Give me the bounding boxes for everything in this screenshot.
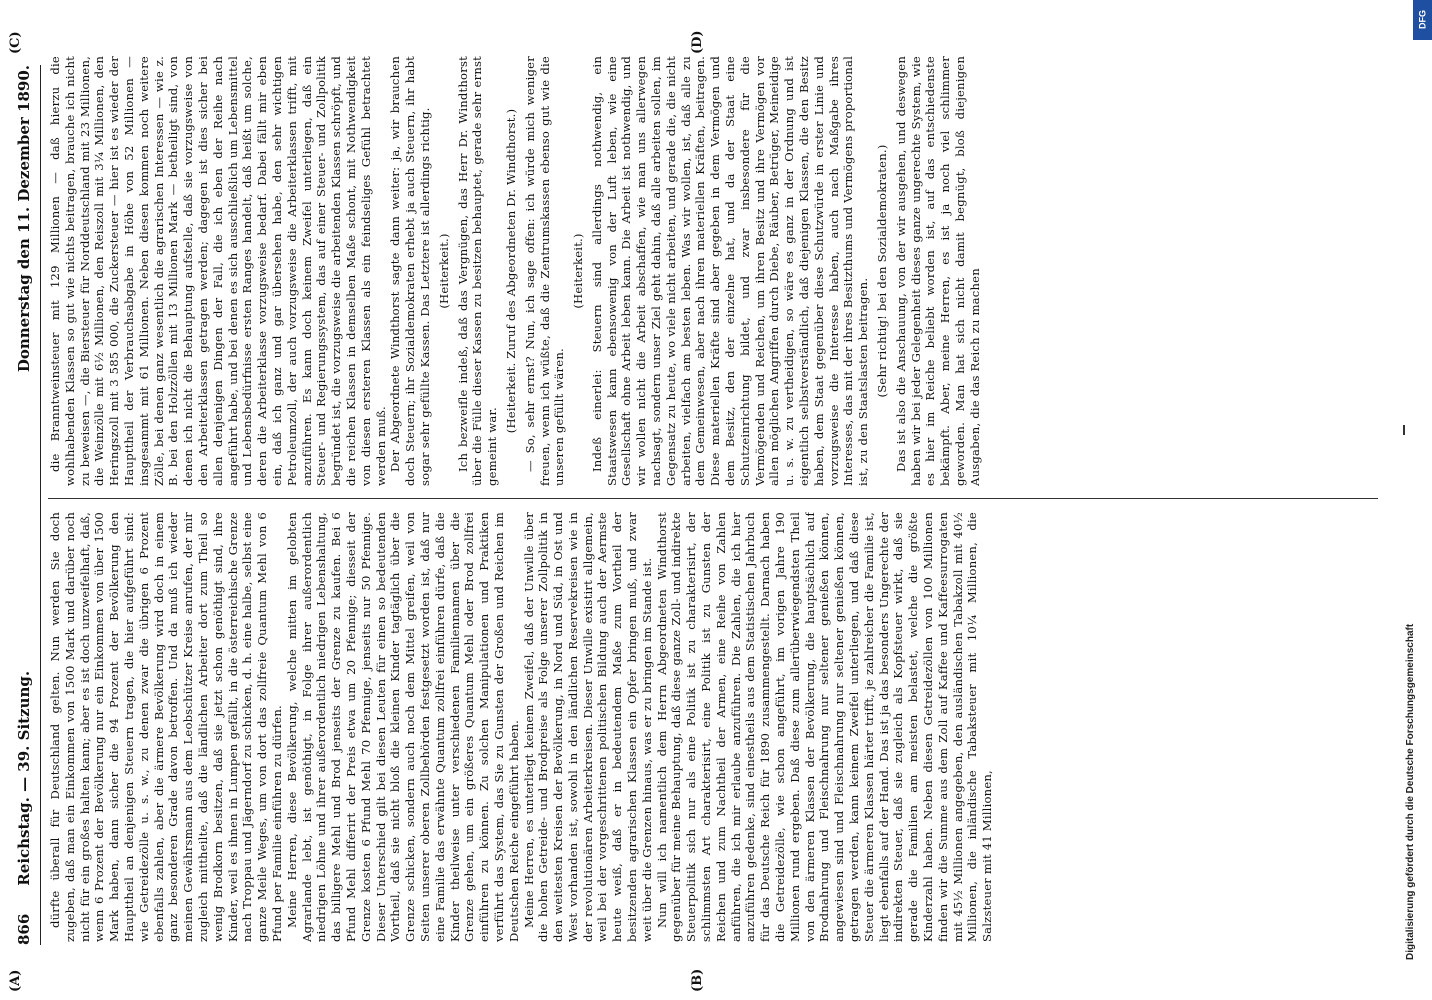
scan-mark xyxy=(1403,425,1405,435)
paragraph: Indeß einerlei: Steuern sind allerdings nothwendig, ein Staatswesen kann ebensowenig von der Luft leben, wie eine Gesellschaft ohne Arbeit leben kann. Die Arbeit ist nothwendig, und wir wollen nicht die Arbeit abschaffen, wie man uns allerwegen nachsagt, sondern unser Ziel geht dahin, daß alle arbeiten sollen, im Gegensatz zu heute, wo viele nicht arbeiten, und gerade die, die nicht arbeiten, vielfach am besten leben. Was wir wollen, ist, daß alle zu dem Gemeinwesen, aber nach ihren materiellen Kräften, beitragen. Diese materiellen Kräfte sind aber gegeben in dem Vermögen und dem Besitz, den der einzelne hat, und da der Staat eine Schutzeinrichtung bildet, und zwar insbesondere für die Vermögenden und Reichen, um ihren Besitz und ihre Vermögen vor allen möglichen Angriffen durch Diebe, Räuber, Betrüger, Meineidige u. s. w. zu vertheidigen, so wäre es ganz in der Ordnung und ist eigentlich selbstverständlich, daß diejenigen Klassen, die den Besitz haben, dem Staat gegenüber diese Schutzwürde in erster Linie und vorzugsweise die Interesse haben, auch nach Maßgabe ihres Interesses, das mit der ihres Besitzthums und Vermögens proportional ist, zu den Staatslasten beitragen. xyxy=(589,56,871,486)
margin-marker-c: (C) xyxy=(8,31,23,54)
paragraph: Ich bezweifle indeß, daß das Vergnügen, das Herr Dr. Windthorst über die Fülle dieser Kassen zu besitzen behauptet, gerade sehr ernst gemeint war. xyxy=(455,56,500,486)
paragraph: Das ist also die Anschauung, von der wir ausgehen, und deswegen haben wir bei jeder Gelegenheit dieses ganze ungerechte System, wie es hier im Reiche beliebt worden ist, auf das entschiedenste bekämpft. Aber, meine Herren, es ist ja noch viel schlimmer geworden. Man hat sich nicht damit begnügt, bloß diejenigen Ausgaben, die das Reich zu machen xyxy=(893,56,982,486)
header-rule xyxy=(40,65,41,945)
paragraph: Nun will ich namentlich dem Herrn Abgeordneten Windthorst gegenüber für meine Behauptung, daß diese ganze Zoll- und indirekte Steuerpolitik sich nur als eine Politik ist zu charakterisirt, der schlimmsten Art charakterisirt, eine Politik ist zu Gunsten der Reichen und zum Nachtheil der Armen, eine Reihe von Zahlen anführen, die ich mir erlaube anzuführen. Die Zahlen, die ich hier anzuführen gedenke, sind einestheils aus dem Statistischen Jahrbuch für das Deutsche Reich für 1890 zusammengestellt. Darnach haben die Getreidezölle, wie schon angeführt, im vorigen Jahre 190 Millionen rund ergeben. Daß diese zum allerüberwiegendsten Theil von den ärmeren Klassen der Bevölkerung, die hauptsächlich auf Brodnahrung und Fleischnahrung nur seltener genießen können, angewiesen sind und Fleischnahrung nur seltener genießen können, getragen werden, kann keinem Zweifel unterliegen, und daß diese Steuer die ärmeren Klassen härter trifft, je zahlreicher die Familie ist, liegt ebenfalls auf der Hand. Das ist ja das besonders Ungerechte der indirekten Steuer, daß sie zugleich als Kopfsteuer wirkt, daß sie gerade die Familien am meisten belastet, welche die größte Kinderzahl haben. Neben diesen Getreidezöllen von 100 Millionen finden wir die Summe aus dem Zoll auf Kaffee und Kaffeesurrogaten mit 45½ Millionen angegeben, den ausländischen Tabakzoll mit 40½ Millionen, die inländische Tabaksteuer mit 10¼ Millionen, die Salzsteuer mit 41 Millionen, xyxy=(654,512,995,942)
paragraph: Der Abgeordnete Windthorst sagte dann weiter: ja, wir brauchen doch Steuern; ihr Sozialdemokraten erhebt ja auch Steuern, ihr habt sogar sehr gefüllte Kassen. Das Letztere ist allerdings richtig. xyxy=(388,56,432,486)
paragraph: dürfte überall für Deutschland gelten. Nun werden Sie doch zugeben, daß man ein Einkommen von 1500 Mark und darüber noch nicht für ein großes halten kann; aber es ist doch unzweifelhaft, daß, wenn 6 Prozent der Bevölkerung nur ein Einkommen von über 1500 Mark haben, dann sicher die 94 Prozent der Bevölkerung den Haupttheil an denjenigen Steuern tragen, die hier aufgeführt sind: wie Getreidezölle u. s. w., zu denen zwar die übrigen 6 Prozent ebenfalls zahlen, aber die ärmere Bevölkerung wird doch in einem ganz besonderen Grade davon betroffen. Und da muß ich wieder meinen Gewährsmann aus dem Leobschützer Kreise anrufen, der mir zugleich mittheilte, daß die ländlichen Arbeiter dort zum Theil so wenig Brodkorn besitzen, daß sie jetzt schon genöthigt sind, ihre Kinder, weil es ihnen in Lumpen gefällt, in die österreichische Grenze nach Troppau und Jägerndorf zu schicken, d. h. eine halbe, selbst eine ganze Meile Weges, um von dort das zollfreie Quantum Mehl von 6 Pfund per Familie einführen zu dürfen. xyxy=(48,512,284,942)
page-header xyxy=(12,65,36,945)
funding-notice: Digitalisierung gefördert durch die Deutsche Forschungsgemeinschaft xyxy=(1405,623,1416,960)
column-divider xyxy=(48,498,1378,499)
paragraph: Meine Herren, diese Bevölkerung, welche mitten im gelobten Agrarlande lebt, ist genöthigt, in Folge ihrer außerordentlich niedrigen Löhne und ihrer außerordentlich niedrigen Lebenshaltung, das billigere Mehl und Brod jenseits der Grenze zu kaufen. Bei 6 Pfund Mehl differirt der Preis etwa um 20 Pfennige; diesseit der Grenze kosten 6 Pfund Mehl 70 Pfennige, jenseits nur 50 Pfennige. Dieser Unterschied gilt bei diesen Leuten für einen so bedeutenden Vortheil, daß sie nicht bloß die kleinen Kinder tagtäglich über die Grenze schicken, sondern auch noch dem Mittel greifen, weil von Seiten unserer oberen Zollbehörden festgesetzt worden ist, daß nur eine Familie das erwähnte Quantum zollfrei einführen dürfe, daß die Kinder theilweise unter verschiedenen Familiennamen über die Grenze gehen, um ein größeres Quantum Mehl oder Brod zollfrei einführen zu können. Zu solchen Manipulationen und Praktiken verführt das System, das Sie zu Gunsten der Großen und Reichen im Deutschen Reiche eingeführt haben. xyxy=(284,512,521,942)
text-columns xyxy=(48,44,1428,964)
right-column xyxy=(48,56,1428,486)
margin-marker-d: (D) xyxy=(690,30,705,54)
header-date: Donnerstag den 11. Dezember 1890. xyxy=(15,65,33,373)
margin-marker-a: (A) xyxy=(8,969,23,992)
page-number: 866 xyxy=(15,913,33,945)
left-column xyxy=(48,512,1428,942)
paragraph: — So, sehr ernst? Nun, ich sage offen: ich würde mich weniger freuen, wenn ich wüßte, daß die Zentrumskassen ebenso gut wie die unseren gefüllt wären. xyxy=(522,56,567,486)
interjection: (Heiterkeit.) xyxy=(571,233,586,309)
header-title: Reichstag. — 39. Sitzung. xyxy=(15,670,33,886)
paragraph: Meine Herren, es unterliegt keinem Zweifel, daß der Unwille über die hohen Getreide- und Brodpreise als Folge unserer Zollpolitik in den weitesten Kreisen der Bevölkerung, in Nord und Süd, in Ost und West vorhanden ist, sowohl in den ländlichen Reservekreisen wie in der revolutionären Arbeiterkreisen. Dieser Unwille existirt allgemein, weil bei der vorgeschrittenen politischen Bildung auch der Aermste heute weiß, daß er in bedeutendem Maße zum Vortheil der besitzenden agrarischen Klassen ein Opfer bringen muß, und zwar weit über die Grenzen hinaus, was er zu bringen im Stande ist. xyxy=(521,512,654,942)
interjection: (Heiterkeit.) xyxy=(436,233,451,309)
interjection: (Sehr richtig! bei den Sozialdemokraten.) xyxy=(875,144,890,398)
dfg-logo: DFG xyxy=(1413,0,1432,40)
paragraph: die Branntweinsteuer mit 129 Millionen — daß hierzu die wohlhabenden Klassen so gut wie nichts beitragen, brauche ich nicht zu beweisen —, die Biersteuer für Norddeutschland mit 23 Millionen, die Weinzölle mit 6½ Millionen, den Reiszoll mit 3¼ Millionen, den Heringszoll mit 3 585 000, die Zuckersteuer — hier ist es wieder der Haupttheil der Verbrauchsabgabe in Höhe von 52 Millionen — insgesammt mit 61 Millionen. Neben diesen kommen noch weitere Zölle, bei denen ganz wesentlich die agrarischen Interessen — wie z. B. bei den Holzzöllen mit 13 Millionen Mark — betheiligt sind, von denen ich nicht die Behauptung aufstelle, daß sie vorzugsweise von den Arbeiterklassen getragen werden; dagegen ist dies sicher bei allen denjenigen Dingen der Fall, die ich eben der Reihe nach angeführt habe, und bei denen es sich ausschließlich um Lebensmittel und Lebensbedürfnisse ersten Ranges handelt, daß heißt um solche, deren die Arbeiterklasse vorzugsweise bedarf. Dabei fällt mir eben ein, daß ich ganz und gar übersehen habe, den sehr wichtigen Petroleumzoll, der auch vorzugsweise die Arbeiterklassen trifft, mit anzuführen. Es kann doch keinem Zweifel unterliegen, daß ein Steuer- und Regierungssystem, das auf einer Steuer- und Zollpolitik begründet ist, die vorzugsweise die arbeitenden Klassen schröpft, und die reichen Klassen in demselben Maße schont, mit Nothwendigkeit von diesen ersteren Klassen als ein feindseliges Gefühl betrachtet werden muß. xyxy=(48,56,388,486)
interjection: (Heiterkeit. Zuruf des Abgeordneten Dr. Windthorst.) xyxy=(503,108,518,434)
margin-marker-b: (B) xyxy=(690,968,705,992)
